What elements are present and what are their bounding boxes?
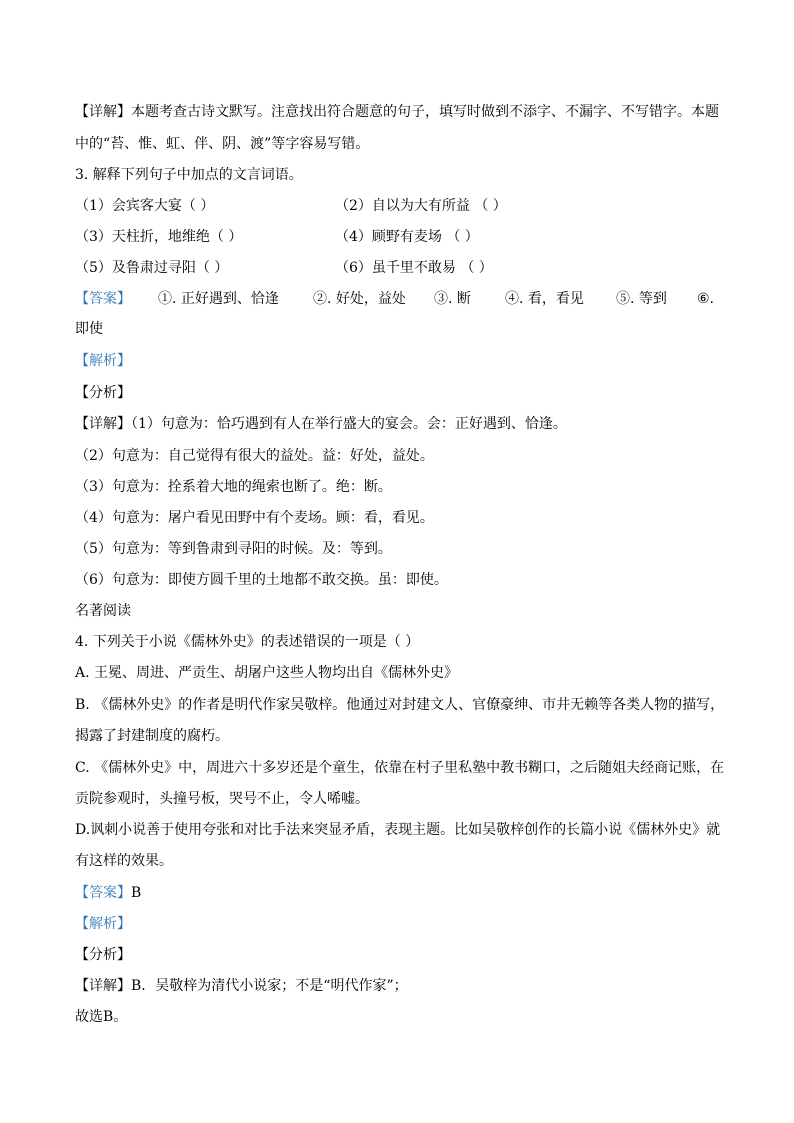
q3-item-5: （5）及鲁肃过寻阳（ ）: [75, 260, 229, 276]
q3-detail-2: （2）句意为：自己觉得有很大的益处。益：好处，益处。: [75, 448, 434, 464]
detail-paragraph-line-1: 【详解】本题考查古诗文默写。注意找出符合题意的句子，填写时做到不添字、不漏字、不写错字。本题: [75, 104, 719, 120]
q4-option-b-line-1: B. 《儒林外史》的作者是明代作家吴敬梓。他通过对封建文人、官僚豪绅、市井无赖等各类人物的描写，: [75, 697, 725, 713]
q3-detail-1: 【详解】（1）句意为：恰巧遇到有人在举行盛大的宴会。会：正好遇到、恰逢。: [75, 416, 567, 432]
q4-option-d-line-1: D.讽刺小说善于使用夸张和对比手法来突显矛盾，表现主题。比如吴敬梓创作的长篇小说《儒林外史》就: [75, 822, 721, 838]
q4-answer: 【答案】B: [75, 885, 142, 901]
q3-item-1: （1）会宾客大宴（ ）: [75, 198, 215, 214]
q4-analysis-tag: 【解析】: [75, 916, 131, 932]
question-4-title: 4. 下列关于小说《儒林外史》的表述错误的一项是（ ）: [75, 634, 420, 650]
q3-detail-5: （5）句意为：等到鲁肃到寻阳的时候。及：等到。: [75, 541, 392, 557]
analyze-tag: 【分析】: [75, 385, 131, 401]
q4-analyze-tag: 【分析】: [75, 947, 131, 963]
q3-detail-6: （6）句意为：即使方圆千里的土地都不敢交换。虽：即使。: [75, 572, 448, 588]
q4-option-c-line-2: 贡院参观时，头撞号板，哭号不止，令人唏嘘。: [75, 791, 369, 807]
q3-detail-3: （3）句意为：拴系着大地的绳索也断了。绝：断。: [75, 479, 392, 495]
detail-tag: 【详解】: [75, 104, 131, 120]
q3-answer-3: ③. 断: [434, 291, 471, 307]
q4-detail: 【详解】B．吴敬梓为清代小说家；不是“明代作家”；: [75, 978, 408, 994]
q3-answer-1: ①. 正好遇到、恰逢: [158, 291, 279, 307]
q3-item-4: （4）顾野有麦场 （ ）: [335, 229, 479, 245]
q3-answer-6: ⑥.: [697, 291, 715, 307]
q4-option-c-line-1: C. 《儒林外史》中，周进六十多岁还是个童生，依靠在村子里私塾中教书糊口，之后随姐夫经商记账，在: [75, 760, 725, 776]
q3-answer-4: ④. 看，看见: [505, 291, 584, 307]
q4-option-b-line-2: 揭露了封建制度的腐朽。: [75, 728, 229, 744]
q4-option-a: A. 王冕、周进、严贡生、胡屠户这些人物均出自《儒林外史》: [75, 665, 459, 681]
question-3-title: 3. 解释下列句子中加点的文言词语。: [75, 167, 303, 183]
q3-answer-2: ②. 好处，益处: [313, 291, 406, 307]
section-heading: 名著阅读: [75, 603, 131, 619]
q3-item-2: （2）自以为大有所益 （ ）: [335, 198, 507, 214]
q4-conclusion: 故选B。: [75, 1009, 128, 1025]
q4-option-d-line-2: 有这样的效果。: [75, 853, 173, 869]
detail-paragraph-line-2: 中的“苔、惟、虹、伴、阴、渡”等字容易写错。: [75, 136, 370, 152]
q3-answer-5: ⑤. 等到: [616, 291, 667, 307]
q3-item-3: （3）天柱折，地维绝（ ）: [75, 229, 243, 245]
q3-answer-continued: 即使: [75, 321, 103, 337]
answer-tag: 【答案】: [75, 291, 131, 307]
q3-detail-4: （4）句意为：屠户看见田野中有个麦场。顾：看，看见。: [75, 510, 434, 526]
q3-item-6: （6）虽千里不敢易 （ ）: [335, 260, 493, 276]
analysis-tag: 【解析】: [75, 353, 131, 369]
